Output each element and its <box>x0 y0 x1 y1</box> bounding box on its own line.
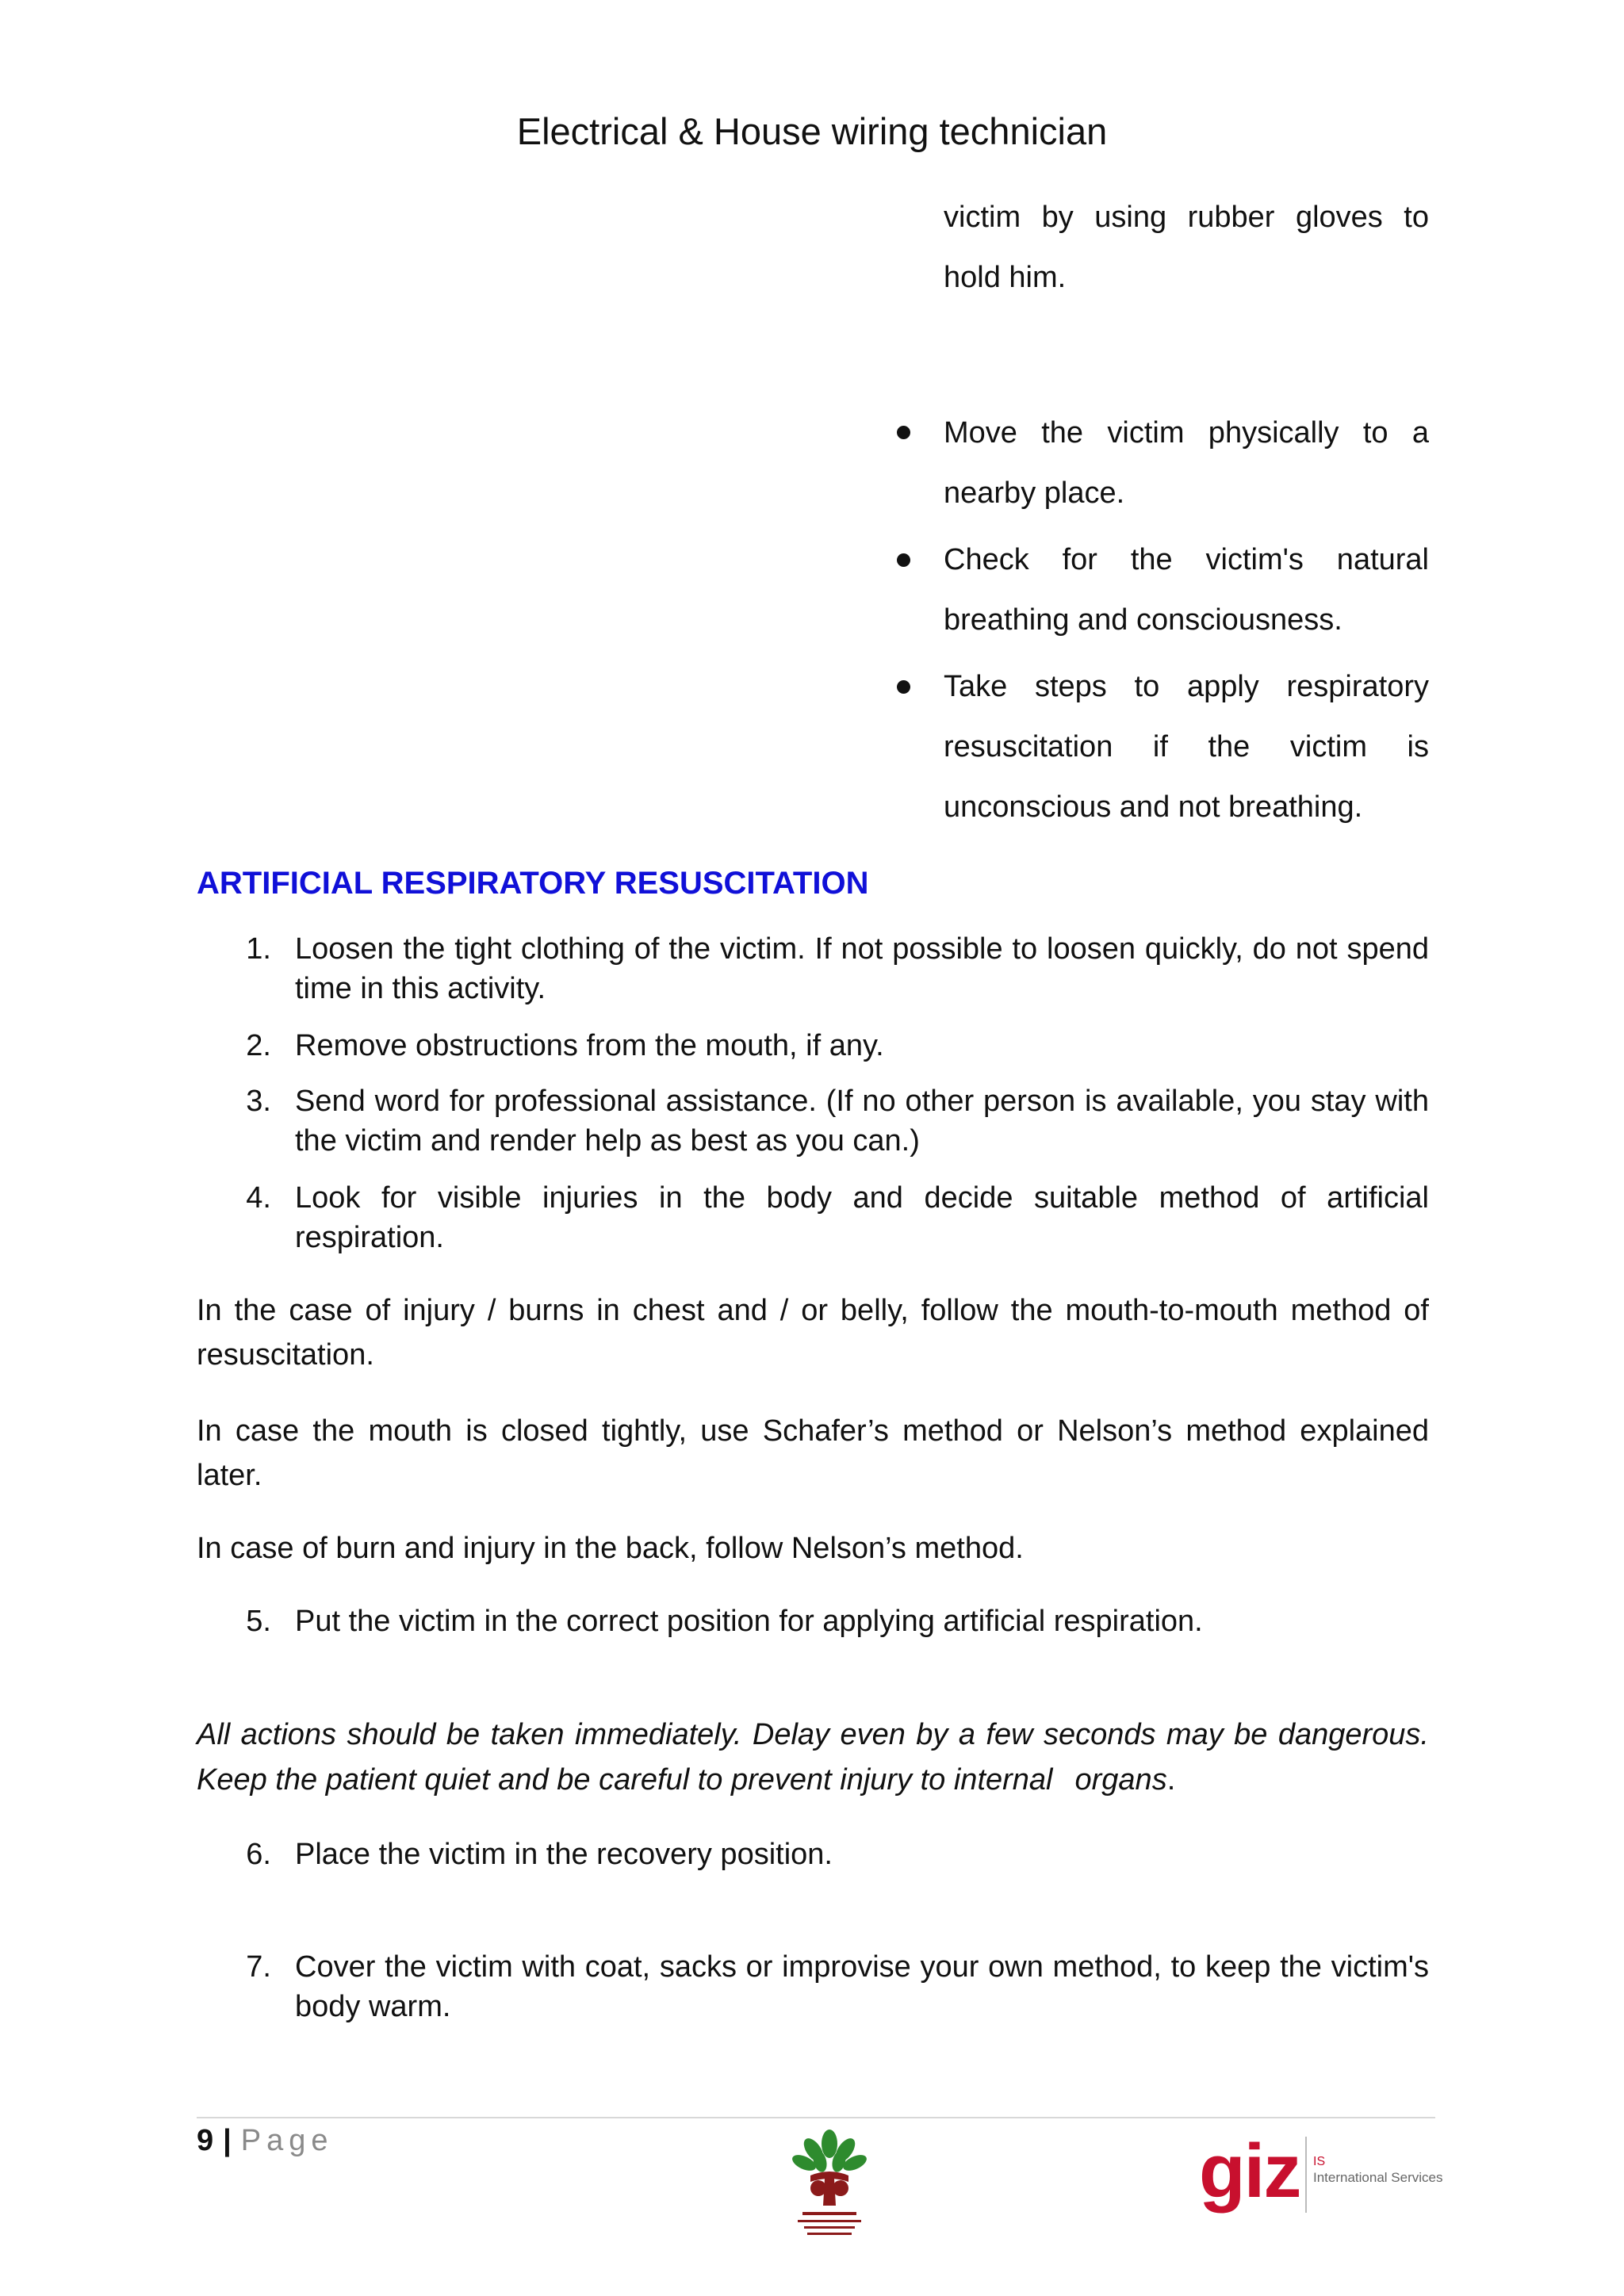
tree-emblem-icon <box>787 2126 872 2245</box>
paragraph-2-line-1: In case the mouth is closed tightly, use Schafer’s method or Nelson’s method explained <box>197 1414 1429 1448</box>
bullet-2-line-2: breathing and consciousness. <box>944 603 1342 637</box>
list-item-3-line-2: the victim and render help as best as you can.) <box>295 1124 920 1158</box>
list-item-1-line-2: time in this activity. <box>295 972 546 1005</box>
giz-tag-is: IS <box>1313 2155 1326 2168</box>
list-item-4-line-2: respiration. <box>295 1221 444 1254</box>
list-number: 4. <box>246 1181 271 1215</box>
list-number: 2. <box>246 1029 271 1062</box>
list-number: 5. <box>246 1605 271 1638</box>
giz-tag-international: International Services <box>1313 2170 1443 2185</box>
giz-logo-text: giz <box>1199 2129 1300 2214</box>
continuation-line-1: victim by using rubber gloves to <box>944 201 1429 234</box>
bullet-1-line-2: nearby place. <box>944 476 1125 510</box>
list-number: 3. <box>246 1085 271 1118</box>
page-number-value: 9 <box>197 2124 214 2157</box>
giz-logo <box>1199 2129 1453 2216</box>
note-line-2-end: . <box>1166 1763 1176 1797</box>
continuation-line-2: hold him. <box>944 261 1067 294</box>
paragraph-2-line-2: later. <box>197 1459 262 1492</box>
bullet-dot <box>897 680 910 694</box>
note-line-2 <box>197 1760 1429 1800</box>
section-heading: ARTIFICIAL RESPIRATORY RESUSCITATION <box>197 866 869 901</box>
page-word: Page <box>240 2124 334 2157</box>
list-item-4-line-1: Look for visible injuries in the body and decide suitable method of artificial <box>295 1181 1429 1215</box>
note-line-1: All actions should be taken immediately. Delay even by a few seconds may be dangerous. <box>197 1718 1429 1751</box>
bullet-1-line-1: Move the victim physically to a <box>944 416 1429 450</box>
note-line-2-tail: organs <box>1074 1763 1167 1797</box>
giz-divider <box>1305 2137 1307 2213</box>
bullet-2-line-1: Check for the victim's natural <box>944 543 1429 576</box>
list-item-1-line-1: Loosen the tight clothing of the victim. If not possible to loosen quickly, do not spend <box>295 932 1429 966</box>
list-number: 7. <box>246 1950 271 1984</box>
bullet-3-line-1: Take steps to apply respiratory <box>944 670 1429 703</box>
note-line-2-text: Keep the patient quiet and be careful to prevent injury to internal <box>197 1763 1053 1797</box>
page-separator: | <box>223 2124 232 2157</box>
paragraph-3: In case of burn and injury in the back, follow Nelson’s method. <box>197 1532 1024 1565</box>
list-item-2-line-1: Remove obstructions from the mouth, if any. <box>295 1029 884 1062</box>
bullet-3-line-2: resuscitation if the victim is <box>944 730 1429 763</box>
list-item-7-line-1: Cover the victim with coat, sacks or improvise your own method, to keep the victim's <box>295 1950 1429 1984</box>
list-item-6: Place the victim in the recovery position. <box>295 1838 833 1871</box>
list-number: 1. <box>246 932 271 966</box>
list-item-7-line-2: body warm. <box>295 1990 451 2023</box>
paragraph-1-line-1: In the case of injury / burns in chest and / or belly, follow the mouth-to-mouth method of <box>197 1294 1429 1327</box>
list-item-5: Put the victim in the correct position for applying artificial respiration. <box>295 1605 1203 1638</box>
footer-divider <box>197 2117 1435 2118</box>
bullet-dot <box>897 426 910 439</box>
bullet-dot <box>897 553 910 567</box>
page-title: Electrical & House wiring technician <box>516 110 1108 152</box>
paragraph-1-line-2: resuscitation. <box>197 1338 374 1372</box>
bullet-3-line-3: unconscious and not breathing. <box>944 790 1363 824</box>
list-item-3-line-1: Send word for professional assistance. (If no other person is available, you stay with <box>295 1085 1429 1118</box>
list-number: 6. <box>246 1838 271 1871</box>
page-number <box>197 2121 334 2160</box>
